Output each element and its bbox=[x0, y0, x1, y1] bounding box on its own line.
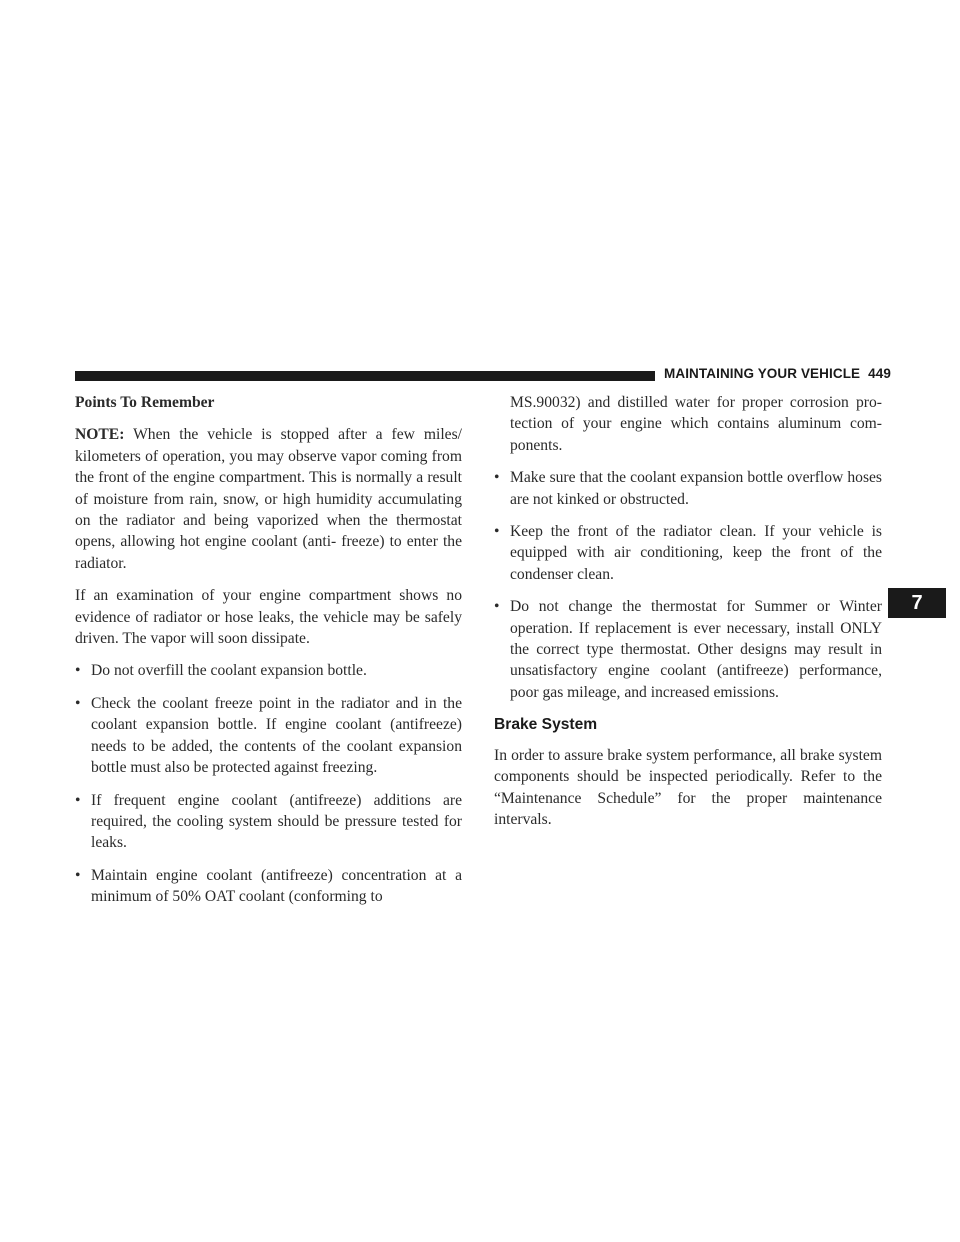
list-item-text: Make sure that the coolant expansion bottle overflow hoses are not kinked or obstructed. bbox=[510, 469, 882, 508]
list-item bbox=[494, 467, 882, 510]
page-number: 449 bbox=[868, 366, 891, 381]
header-rule bbox=[75, 371, 655, 381]
running-header bbox=[664, 366, 891, 381]
list-item bbox=[494, 521, 882, 585]
list-item bbox=[494, 596, 882, 703]
engine-compartment-paragraph: If an examination of your engine compartment shows no evidence of radiator or hose leaks, the vehicle may be safely driven. The vapor will soon dissipate. bbox=[75, 587, 462, 648]
list-item bbox=[75, 865, 462, 908]
list-item-text: Do not overfill the coolant expansion bottle. bbox=[91, 662, 367, 680]
header-section-title: MAINTAINING YOUR VEHICLE bbox=[664, 366, 861, 381]
right-bullet-list bbox=[494, 467, 882, 703]
left-bullet-list bbox=[75, 660, 462, 907]
bullet-icon: • bbox=[75, 662, 81, 680]
left-column bbox=[75, 392, 462, 919]
list-item-text: Keep the front of the radiator clean. If your vehicle is equipped with air conditioning, keep the front of the condenser clean. bbox=[510, 523, 882, 583]
list-item-text: Check the coolant freeze point in the radiator and in the coolant expansion bottle. If engine coolant (antifreeze) needs to be added, the contents of the coolant expansion bottle must also be protected against freezing. bbox=[91, 694, 462, 777]
bullet-icon: • bbox=[75, 866, 81, 884]
list-item-text: Do not change the thermostat for Summer or Winter operation. If replacement is ever necessary, install ONLY the correct type thermostat. Other designs may result in unsatisfactory engine coolant (antifreeze) performance, poor gas mileage, and increased emissions. bbox=[510, 598, 882, 701]
right-column bbox=[494, 392, 882, 841]
section-heading-brake-system: Brake System bbox=[494, 716, 598, 734]
list-item-text: If frequent engine coolant (antifreeze) additions are required, the cooling system should be pressure tested for leaks. bbox=[91, 791, 462, 852]
bullet-icon: • bbox=[75, 791, 81, 809]
note-paragraph bbox=[75, 424, 462, 574]
list-item bbox=[75, 693, 462, 779]
chapter-tab: 7 bbox=[888, 588, 946, 618]
list-item bbox=[75, 790, 462, 854]
bullet-icon: • bbox=[494, 469, 500, 487]
note-label: NOTE: bbox=[75, 426, 125, 444]
bullet-icon: • bbox=[494, 523, 500, 541]
bullet-icon: • bbox=[75, 694, 81, 712]
note-text: When the vehicle is stopped after a few miles/ kilometers of operation, you may observe vapor coming from the front of the engine compartment. This is normally a result of moisture from rain, snow, or high humidity accumulating on the radiator and being vaporized when the thermostat opens, allowing hot engine coolant (anti- freeze) to enter the radiator. bbox=[75, 426, 462, 572]
list-item bbox=[75, 660, 462, 681]
bullet-continuation-text: MS.90032) and distilled water for proper corrosion pro- tection of your engine which contains aluminum com- ponents. bbox=[510, 394, 882, 454]
bullet-icon: • bbox=[494, 598, 500, 616]
subheading-points-to-remember: Points To Remember bbox=[75, 394, 215, 411]
brake-system-paragraph: In order to assure brake system performance, all brake system components should be inspected periodically. Refer to the “Maintenance Schedule” for the proper maintenance intervals. bbox=[494, 746, 882, 828]
list-item-text: Maintain engine coolant (antifreeze) concentration at a minimum of 50% OAT coolant (conforming to bbox=[91, 866, 462, 906]
